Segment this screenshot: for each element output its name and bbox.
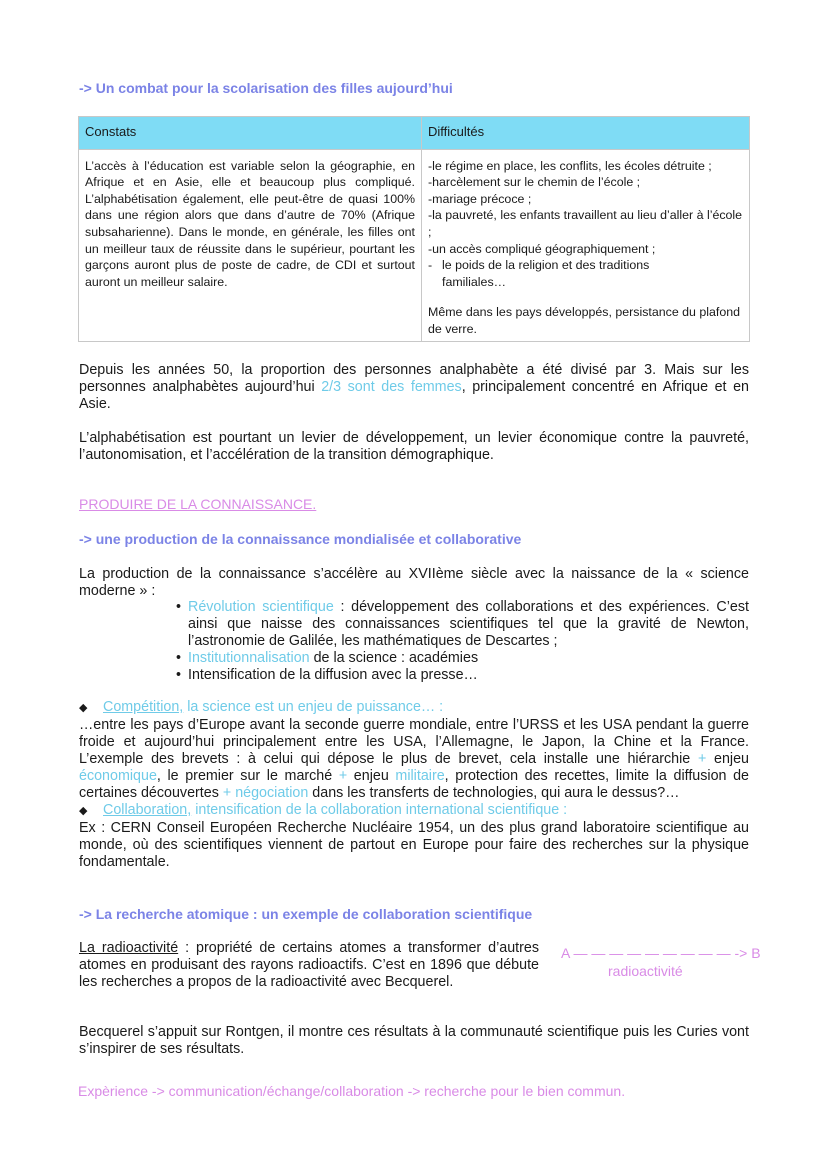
highlight-femmes: 2/3 sont des femmes — [321, 379, 462, 395]
paragraph-radioactivite — [79, 940, 539, 991]
bullet-icon: • — [176, 650, 182, 666]
text: : développement des collaborations et des expériences. C’est ainsi que naisse des connaissances scientifiques tel que la gravité de Newton, l’astronomie de Galilée, les mathématiques de Descartes ; — [188, 599, 749, 649]
highlight-revolution: Révolution scientifique — [188, 599, 334, 615]
plus-sign: + — [697, 751, 707, 767]
paragraph-intro-science: La production de la connaissance s’accélère au XVIIème siècle avec la naissance de la « science moderne » : — [79, 566, 749, 599]
competition-title-underlined: Compétition, — [103, 699, 184, 715]
competition-text — [79, 717, 749, 802]
text: …entre les pays d’Europe avant la seconde guerre mondiale, entre l’URSS et les USA pendant la guerre froide et aujourd’hui principalement entre les USA, l’Allemagne, le Japon, la Chine et la France. L’exemple des brevets : à celui qui dépose le plus de brevet, cela installe une hiérarchie — [79, 717, 749, 767]
plus-sign: + — [222, 785, 232, 801]
difficulte-note: Même dans les pays développés, persistance du plafond de verre. — [428, 305, 741, 336]
difficulte-item: -le régime en place, les conflits, les écoles détruite ; — [428, 158, 712, 173]
highlight-negociation: négociation — [235, 785, 309, 801]
text: la science est un enjeu de puissance… : — [183, 699, 444, 715]
text: , le premier sur le marché — [156, 768, 339, 784]
term-radioactivite: La radioactivité — [79, 940, 179, 956]
diamond-bullet-icon: ◆ — [79, 805, 88, 817]
text: de la science : académies — [309, 650, 479, 666]
diamond-bullet-icon: ◆ — [79, 702, 88, 714]
dash-bullet-icon: - — [428, 258, 433, 273]
table-header-difficultes: Difficultés — [422, 117, 750, 150]
highlight-militaire: militaire — [395, 768, 445, 784]
difficulte-item: -un accès compliqué géographiquement ; — [428, 241, 656, 256]
table-cell-constats: L’accès à l’éducation est variable selon la géographie, en Afrique et en Asie, elle et beaucoup plus compliqué. L’alphabétisation également, elle peut-être de quasi 100% dans une région alors que dans d’autre de 70% (Afrique subsaharienne). Dans le monde, en générale, les filles ont un meilleur taux de réussite dans le supérieur, pourtant les garçons auront plus de poste de cadre, de CDI et surtout auront un meilleur salaire. — [79, 149, 422, 341]
bullet-icon: • — [176, 599, 182, 615]
bullet-icon: • — [176, 667, 182, 683]
difficulte-item: -mariage précoce ; — [428, 191, 532, 206]
text: intensification de la collaboration international scientifique : — [191, 802, 568, 818]
heading-produire-connaissance: PRODUIRE DE LA CONNAISSANCE. — [79, 496, 317, 512]
collaboration-text: Ex : CERN Conseil Européen Recherche Nucléaire 1954, un des plus grand laboratoire scientifique au monde, où des scientifiques viennent de partout en Europe pour faire des recherches sur la physique fondamentale. — [79, 820, 749, 870]
text: Depuis les années 50, la proportion des personnes analphabète a été divisé par 3. Mais sur les personnes analphabètes aujourd’hui — [79, 362, 749, 395]
diagram-label-radioactivite: radioactivité — [608, 963, 683, 979]
difficulte-item: -harcèlement sur le chemin de l’école ; — [428, 175, 641, 190]
plus-sign: + — [338, 768, 348, 784]
list-item — [176, 667, 749, 684]
footer-conclusion: Expèrience -> communication/échange/collaboration -> recherche pour le bien commun. — [78, 1083, 626, 1099]
paragraph-analphabetisme — [79, 362, 749, 413]
difficulte-item: -la pauvreté, les enfants travaillent au lieu d’aller à l’école ; — [428, 208, 743, 239]
paragraph-alphabetisation: L’alphabétisation est pourtant un levier de développement, un levier économique contre la pauvreté, l’autonomisation, et l’accélération de la transition démographique. — [79, 430, 749, 463]
text: enjeu — [706, 751, 749, 767]
section-title-production: -> une production de la connaissance mondialisée et collaborative — [79, 531, 522, 547]
bullet-list-science — [176, 599, 749, 684]
difficulte-bullet-text: le poids de la religion et des traditions familiales… — [442, 258, 650, 289]
highlight-institutionnalisation: Institutionnalisation — [188, 650, 310, 666]
text: Intensification de la diffusion avec la presse… — [188, 667, 478, 683]
competition-block — [79, 699, 749, 871]
table-cell-difficultes — [422, 149, 750, 341]
collaboration-title — [79, 802, 749, 820]
highlight-economique: économique — [79, 768, 157, 784]
section-title-recherche-atomique: -> La recherche atomique : un exemple de collaboration scientifique — [79, 906, 533, 922]
collaboration-title-underlined: Collaboration, — [103, 802, 192, 818]
text: dans les transferts de technologies, qui aura le dessus?… — [308, 785, 680, 801]
difficulte-bullet-item — [428, 257, 743, 290]
text: , principalement concentré en Afrique et en Asie. — [79, 379, 749, 412]
table-header-constats: Constats — [79, 117, 422, 150]
text: , protection des recettes, limite la diffusion de certaines découvertes — [79, 768, 749, 801]
text: : propriété de certains atomes a transformer d’autres atomes en produisant des rayons radioactifs. C’est en 1896 que débute les recherches a propos de la radioactivité avec Becquerel. — [79, 940, 539, 990]
paragraph-becquerel: Becquerel s’appuit sur Rontgen, il montre ces résultats à la communauté scientifique puis les Curies vont s’inspirer de ses résultats. — [79, 1024, 749, 1057]
text: enjeu — [347, 768, 396, 784]
diagram-arrow-a-b: A — — — — — — — — — -> B — [561, 945, 761, 961]
section-title-scolarisation: -> Un combat pour la scolarisation des filles aujourd’hui — [79, 80, 453, 96]
list-item — [176, 650, 749, 667]
competition-title — [79, 699, 749, 717]
constats-table — [78, 116, 750, 342]
list-item — [176, 599, 749, 650]
